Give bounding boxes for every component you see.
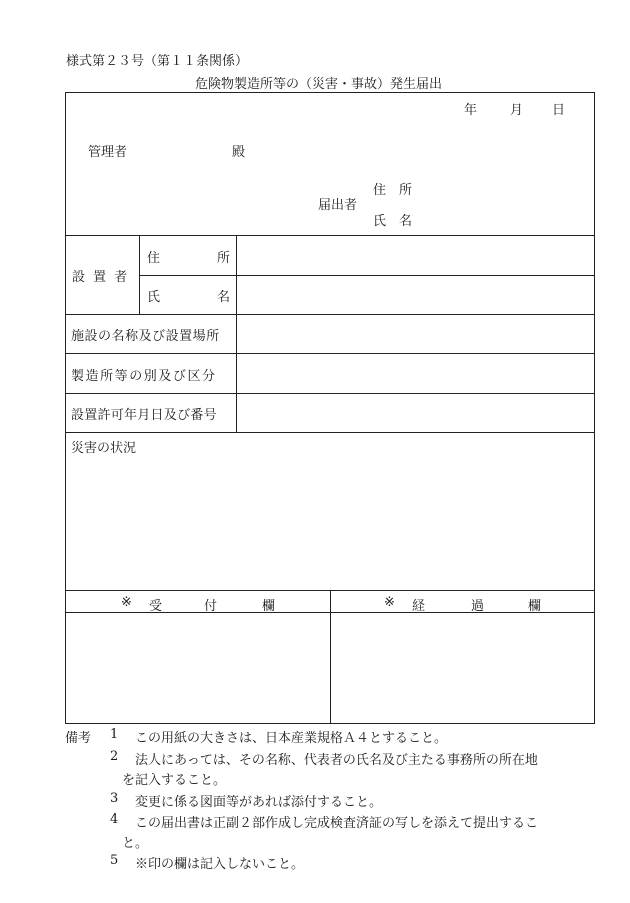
applicant-address-label: 住 所 (373, 183, 413, 198)
installer-name-char-1: 氏 (147, 290, 161, 305)
date-year-label: 年 (464, 103, 478, 118)
notes-label: 備考 (65, 731, 92, 746)
note-4-text: この届出書は正副２部作成し完成検査済証の写しを添えて提出するこ (135, 816, 539, 831)
classification-label: 製造所等の別及び区分 (71, 369, 217, 384)
progress-col-char-1: 経 (412, 599, 426, 614)
installer-name-char-2: 名 (217, 290, 231, 305)
rule-installer-label-col (139, 235, 140, 314)
rule-installer-bottom (66, 314, 594, 315)
permit-date-number-label: 設置許可年月日及び番号 (71, 408, 217, 423)
note-3-number: 3 (110, 791, 119, 806)
progress-col-char-3: 欄 (528, 599, 542, 614)
rule-facility (66, 353, 594, 354)
note-4-continuation: と。 (122, 836, 149, 851)
note-2-number: 2 (110, 749, 119, 764)
progress-col-char-2: 過 (471, 599, 485, 614)
applicant-label: 届出者 (318, 198, 358, 213)
disaster-status-label: 災害の状況 (71, 441, 137, 456)
note-1-number: 1 (110, 727, 119, 742)
honorific-label: 殿 (232, 145, 246, 160)
rule-classification (66, 393, 594, 394)
applicant-name-label: 氏 名 (373, 214, 413, 229)
date-month-label: 月 (510, 103, 524, 118)
rule-top-box (66, 235, 594, 236)
date-day-label: 日 (552, 103, 566, 118)
form-number: 様式第２３号（第１１条関係） (66, 54, 249, 69)
form-title: 危険物製造所等の（災害・事故）発生届出 (195, 77, 443, 92)
addressee-label: 管理者 (88, 145, 128, 160)
reception-col-char-1: 受 (149, 599, 163, 614)
note-5-text: ※印の欄は記入しないこと。 (135, 857, 305, 872)
rule-installer-mid (139, 275, 594, 276)
note-5-number: 5 (110, 853, 119, 868)
note-1-text: この用紙の大きさは、日本産業規格Ａ４とすること。 (135, 731, 448, 746)
form-frame (65, 92, 595, 724)
progress-col-mark: ※ (384, 595, 395, 610)
note-3-text: 変更に係る図面等があれば添付すること。 (135, 795, 383, 810)
reception-col-mark: ※ (121, 595, 132, 610)
rule-permit (66, 432, 594, 433)
reception-col-char-2: 付 (204, 599, 218, 614)
facility-name-location-label: 施設の名称及び設置場所 (71, 329, 220, 344)
note-2-continuation: を記入すること。 (122, 773, 227, 788)
reception-col-char-3: 欄 (262, 599, 276, 614)
rule-label-col (236, 235, 237, 432)
note-4-number: 4 (110, 812, 119, 827)
installer-address-char-2: 所 (217, 251, 231, 266)
note-2-text: 法人にあっては、その名称、代表者の氏名及び主たる事務所の所在地 (135, 753, 538, 768)
installer-label: 設 置 者 (72, 270, 130, 285)
installer-address-char-1: 住 (147, 251, 161, 266)
rule-bottom-split (330, 590, 331, 723)
